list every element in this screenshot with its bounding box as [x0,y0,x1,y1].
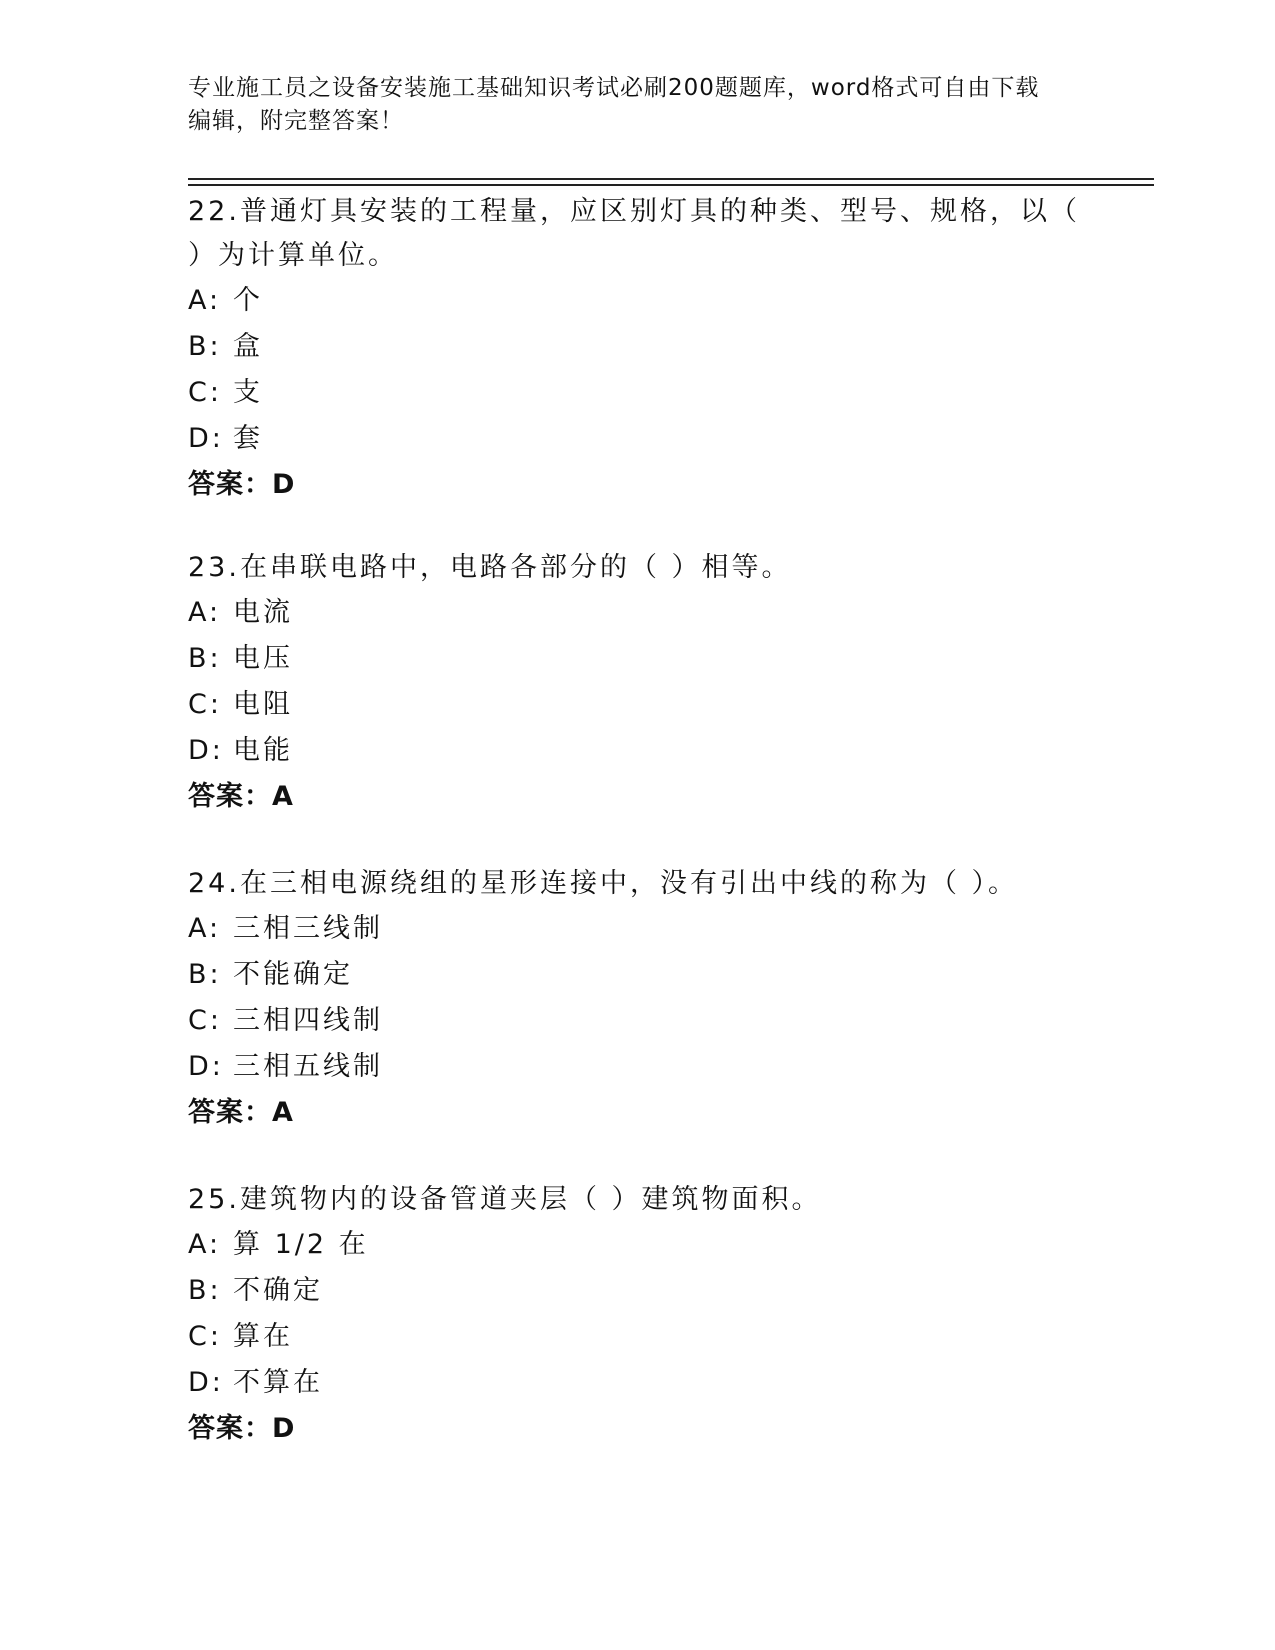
option-d [188,1360,1088,1406]
option-c [188,370,1088,416]
option-letter: B: [188,959,222,990]
option-c [188,998,1088,1044]
option-text: 电阻 [233,689,293,720]
option-text: 算 1/2 在 [233,1229,369,1260]
option-b [188,952,1088,998]
option-text: 支 [233,377,263,408]
option-letter: D: [188,1051,224,1082]
option-b [188,324,1088,370]
option-a [188,278,1088,324]
option-text: 算在 [233,1321,293,1352]
option-letter: C: [188,689,222,720]
question-23 [188,546,1088,820]
option-letter: C: [188,1005,222,1036]
option-a [188,906,1088,952]
option-a [188,590,1088,636]
option-letter: A: [188,285,222,316]
header-divider-top [188,178,1154,180]
option-letter: B: [188,1275,222,1306]
question-24 [188,862,1088,1136]
option-letter: A: [188,913,222,944]
question-22 [188,190,1088,508]
answer-label: 答案：D [188,1413,296,1444]
option-letter: D: [188,423,224,454]
answer-label: 答案：A [188,781,294,812]
option-a [188,1222,1088,1268]
option-b [188,636,1088,682]
option-letter: C: [188,1321,222,1352]
option-letter: B: [188,643,222,674]
option-text: 不确定 [233,1275,323,1306]
option-d [188,728,1088,774]
option-text: 不能确定 [233,959,353,990]
option-text: 电压 [233,643,293,674]
question-text-line-2: ）为计算单位。 [188,240,398,271]
document-header [188,72,1088,138]
header-title-line-1: 专业施工员之设备安装施工基础知识考试必刷200题题库，word格式可自由下载 [188,75,1040,101]
option-d [188,1044,1088,1090]
answer-label: 答案：D [188,469,296,500]
option-text: 不算在 [233,1367,323,1398]
header-title-line-2: 编辑，附完整答案！ [188,108,404,134]
option-letter: B: [188,331,222,362]
option-letter: C: [188,377,222,408]
option-text: 电能 [233,735,293,766]
option-text: 电流 [233,597,293,628]
answer-label: 答案：A [188,1097,294,1128]
question-text-line-1: 24.在三相电源绕组的星形连接中，没有引出中线的称为（ ）。 [188,868,1019,899]
question-text-line-1: 25.建筑物内的设备管道夹层（ ）建筑物面积。 [188,1184,822,1215]
option-c [188,682,1088,728]
option-letter: D: [188,735,224,766]
question-25 [188,1178,1088,1452]
header-divider-bottom [188,184,1154,186]
option-c [188,1314,1088,1360]
option-letter: A: [188,597,222,628]
question-text-line-1: 23.在串联电路中，电路各部分的（ ）相等。 [188,552,792,583]
option-letter: A: [188,1229,222,1260]
option-d [188,416,1088,462]
option-text: 三相三线制 [233,913,383,944]
option-text: 套 [233,423,263,454]
option-text: 三相四线制 [233,1005,383,1036]
option-text: 盒 [233,331,263,362]
option-b [188,1268,1088,1314]
question-text-line-1: 22.普通灯具安装的工程量，应区别灯具的种类、型号、规格，以（ [188,196,1080,227]
option-text: 个 [233,285,263,316]
option-letter: D: [188,1367,224,1398]
option-text: 三相五线制 [233,1051,383,1082]
